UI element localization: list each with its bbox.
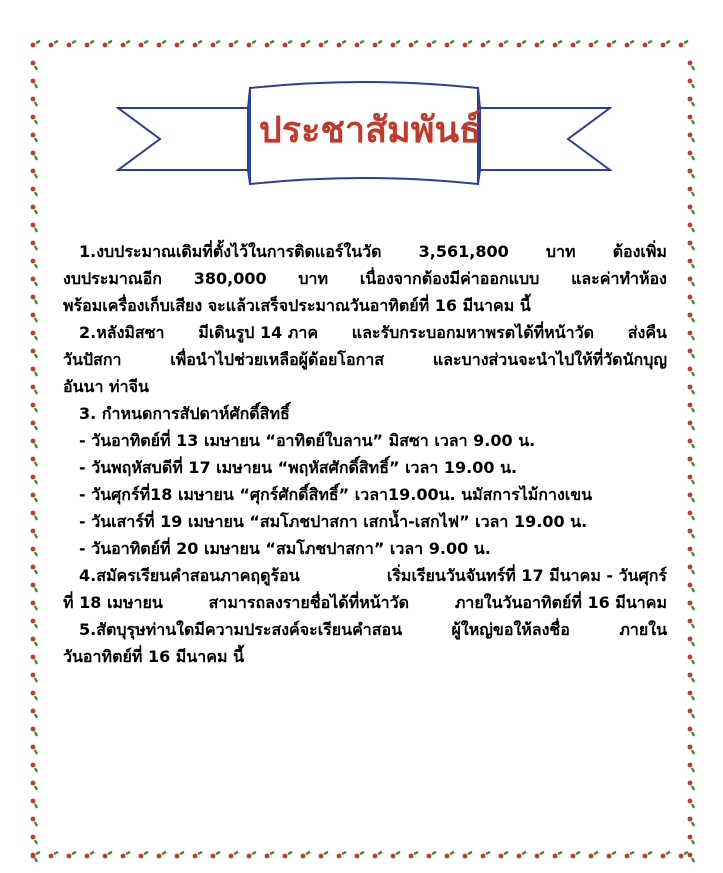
border-ornament	[688, 673, 696, 683]
line-segment: ที่ 18 เมษายน	[63, 593, 163, 612]
border-ornament	[688, 169, 696, 179]
border-ornament	[31, 763, 39, 773]
line-segment: ต้องเพิ่ม	[612, 242, 667, 261]
border-ornament	[688, 691, 696, 701]
border-ornament	[31, 583, 39, 593]
border-ornament	[688, 781, 696, 791]
border-ornament	[688, 601, 696, 611]
border-ornament	[463, 40, 473, 48]
line-segment: งบประมาณอีก	[63, 269, 162, 288]
border-ornament	[409, 851, 419, 859]
line-segment: 3,561,800	[418, 242, 509, 261]
border-ornament	[688, 655, 696, 665]
border-ornament	[265, 40, 275, 48]
border-ornament	[688, 547, 696, 557]
border-ornament	[229, 40, 239, 48]
border-ornament	[625, 851, 635, 859]
border-ornament	[571, 851, 581, 859]
announcement-line: พร้อมเครื่องเก็บเสียง จะแล้วเสร็จประมาณวันอาทิตย์ที่ 16 มีนาคม นี้	[63, 296, 531, 315]
announcement-line: - วันพฤหัสบดีที่ 17 เมษายน “พฤหัสศักดิ์สิทธิ์” เวลา 19.00 น.	[79, 458, 518, 477]
border-ornament	[373, 851, 383, 859]
border-ornament	[319, 851, 329, 859]
line-segment: 380,000	[193, 269, 267, 288]
page-title: ประชาสัมพันธ์	[258, 108, 482, 151]
border-ornament	[139, 40, 149, 48]
announcement-line	[63, 319, 667, 346]
line-segment: 5.สัตบุรุษท่านใดมีความประสงค์จะเรียนคำสอน	[79, 620, 403, 639]
border-ornament	[31, 277, 39, 287]
border-ornament	[175, 40, 185, 48]
border-ornament	[31, 799, 39, 809]
border-ornament	[337, 851, 347, 859]
border-ornament	[625, 40, 635, 48]
border-ornament	[688, 529, 696, 539]
border-ornament	[211, 851, 221, 859]
border-ornament	[31, 223, 39, 233]
border-ornament	[31, 439, 39, 449]
border-ornament	[688, 385, 696, 395]
line-segment: 4.สมัครเรียนคำสอนภาคฤดูร้อน	[79, 566, 300, 585]
announcement-line: - วันอาทิตย์ที่ 13 เมษายน “อาทิตย์ใบลาน” มิสซา เวลา 9.00 น.	[79, 431, 536, 450]
border-ornament	[31, 835, 39, 845]
border-ornament	[31, 403, 39, 413]
border-ornament	[31, 475, 39, 485]
line-segment: และค่าทำห้อง	[571, 269, 667, 288]
border-ornament	[31, 349, 39, 359]
border-ornament	[31, 781, 39, 791]
border-ornament	[265, 851, 275, 859]
border-ornament	[589, 40, 599, 48]
line-segment: เริ่มเรียนวันจันทร์ที่ 17 มีนาคม - วันศุกร์	[386, 566, 667, 585]
border-ornament	[49, 40, 59, 48]
announcement-line	[63, 238, 667, 265]
announcement-line: - วันศุกร์ที่18 เมษายน “ศุกร์ศักดิ์สิทธิ์” เวลา19.00น. นมัสการไม้กางเขน	[79, 485, 593, 504]
border-ornament	[688, 583, 696, 593]
line-segment: 1.งบประมาณเดิมที่ตั้งไว้ในการติดแอร์ในวัด	[79, 242, 382, 261]
announcement-item	[63, 400, 667, 562]
border-ornament	[553, 851, 563, 859]
border-ornament	[31, 709, 39, 719]
border-ornament	[31, 331, 39, 341]
border-ornament	[688, 349, 696, 359]
border-ornament	[688, 187, 696, 197]
border-ornament	[31, 97, 39, 107]
border-ornament	[688, 457, 696, 467]
announcement-item	[63, 238, 667, 319]
border-ornament	[688, 745, 696, 755]
border-ornament	[688, 313, 696, 323]
announcement-line: อันนา ท่าจีน	[63, 377, 149, 396]
border-ornament	[31, 313, 39, 323]
announcement-item	[63, 319, 667, 400]
border-ornament	[688, 295, 696, 305]
border-ornament	[688, 115, 696, 125]
line-segment: และบางส่วนจะนำไปให้ที่วัดนักบุญ	[432, 350, 667, 369]
border-ornament	[31, 79, 39, 89]
border-ornament	[688, 565, 696, 575]
border-ornament	[688, 853, 696, 863]
border-ornament	[607, 40, 617, 48]
border-ornament	[643, 40, 653, 48]
border-ornament	[688, 331, 696, 341]
border-ornament	[688, 223, 696, 233]
border-ornament	[31, 655, 39, 665]
border-ornament	[31, 529, 39, 539]
border-ornament	[607, 851, 617, 859]
border-ornament	[193, 40, 203, 48]
border-ornament	[229, 851, 239, 859]
border-ornament	[301, 40, 311, 48]
border-ornament	[319, 40, 329, 48]
border-ornament	[391, 851, 401, 859]
border-ornament	[688, 403, 696, 413]
border-ornament	[499, 851, 509, 859]
border-ornament	[517, 40, 527, 48]
border-ornament	[121, 851, 131, 859]
border-ornament	[355, 851, 365, 859]
border-ornament	[31, 601, 39, 611]
border-ornament	[31, 205, 39, 215]
announcement-line: วันอาทิตย์ที่ 16 มีนาคม นี้	[63, 647, 245, 666]
border-ornament	[31, 241, 39, 251]
border-ornament	[688, 493, 696, 503]
border-ornament	[31, 637, 39, 647]
announcement-line: 3. กำหนดการสัปดาห์ศักดิ์สิทธิ์	[79, 404, 290, 423]
announcement-item	[63, 616, 667, 670]
border-ornament	[391, 40, 401, 48]
line-segment: ผู้ใหญ่ขอให้ลงชื่อ	[451, 620, 570, 639]
border-ornament	[553, 40, 563, 48]
line-segment: บาท	[545, 242, 576, 261]
border-ornament	[445, 40, 455, 48]
border-ornament	[589, 851, 599, 859]
border-ornament	[661, 40, 671, 48]
border-ornament	[31, 565, 39, 575]
border-ornament	[211, 40, 221, 48]
border-ornament	[103, 851, 113, 859]
border-ornament	[481, 40, 491, 48]
border-ornament	[688, 97, 696, 107]
line-segment: 2.หลังมิสซา	[79, 323, 165, 342]
announcement-item	[63, 562, 667, 616]
border-ornament	[517, 851, 527, 859]
border-ornament	[31, 547, 39, 557]
border-ornament	[31, 61, 39, 71]
border-ornament	[688, 763, 696, 773]
border-ornament	[247, 40, 257, 48]
border-ornament	[409, 40, 419, 48]
border-ornament	[688, 835, 696, 845]
border-ornament	[31, 169, 39, 179]
border-ornament	[688, 619, 696, 629]
border-ornament	[31, 745, 39, 755]
border-ornament	[247, 851, 257, 859]
border-ornament	[301, 851, 311, 859]
border-ornament	[643, 851, 653, 859]
border-ornament	[31, 619, 39, 629]
border-ornament	[688, 79, 696, 89]
announcement-line: - วันเสาร์ที่ 19 เมษายน “สมโภชปาสกา เสกน้ำ-เสกไฟ” เวลา 19.00 น.	[79, 512, 588, 531]
border-ornament	[445, 851, 455, 859]
border-ornament	[31, 295, 39, 305]
border-ornament	[481, 851, 491, 859]
border-ornament	[535, 40, 545, 48]
border-ornament	[121, 40, 131, 48]
border-ornament	[571, 40, 581, 48]
border-ornament	[688, 205, 696, 215]
border-ornament	[31, 367, 39, 377]
line-segment: ภายใน	[619, 620, 667, 639]
border-ornament	[31, 385, 39, 395]
border-ornament	[193, 851, 203, 859]
border-ornament	[688, 727, 696, 737]
line-segment: ส่งคืน	[627, 323, 667, 342]
border-ornament	[49, 851, 59, 859]
border-ornament	[283, 851, 293, 859]
border-ornament	[31, 493, 39, 503]
border-ornament	[31, 259, 39, 269]
border-ornament	[688, 367, 696, 377]
border-ornament	[31, 133, 39, 143]
border-ornament	[688, 475, 696, 485]
border-ornament	[103, 40, 113, 48]
border-ornament	[688, 709, 696, 719]
border-ornament	[688, 817, 696, 827]
border-ornament	[157, 851, 167, 859]
line-segment: วันปัสกา	[63, 350, 122, 369]
border-ornament	[688, 511, 696, 521]
border-ornament	[85, 40, 95, 48]
border-ornament	[31, 151, 39, 161]
line-segment: สามารถลงรายชื่อได้ที่หน้าวัด	[208, 593, 410, 612]
border-ornament	[337, 40, 347, 48]
border-ornament	[679, 40, 689, 48]
announcement-line	[63, 589, 667, 616]
border-ornament	[688, 61, 696, 71]
border-ornament	[31, 421, 39, 431]
line-segment: เพื่อนำไปช่วยเหลือผู้ด้อยโอกาส	[170, 350, 385, 369]
border-ornament	[373, 40, 383, 48]
border-ornament	[355, 40, 365, 48]
border-ornament	[688, 241, 696, 251]
border-ornament	[31, 40, 41, 48]
border-ornament	[661, 851, 671, 859]
line-segment: และรับกระบอกมหาพรตได้ที่หน้าวัด	[351, 323, 594, 342]
border-ornament	[31, 817, 39, 827]
border-ornament	[463, 851, 473, 859]
border-ornament	[175, 851, 185, 859]
announcement-body	[63, 238, 667, 670]
announcement-line: - วันอาทิตย์ที่ 20 เมษายน “สมโภชปาสกา” เวลา 9.00 น.	[79, 539, 491, 558]
border-ornament	[688, 133, 696, 143]
border-ornament	[85, 851, 95, 859]
border-ornament	[427, 851, 437, 859]
border-ornament	[67, 851, 77, 859]
announcement-line	[63, 265, 667, 292]
line-segment: ภายในวันอาทิตย์ที่ 16 มีนาคม	[454, 593, 667, 612]
border-ornament	[427, 40, 437, 48]
announcement-line	[63, 616, 667, 643]
border-ornament	[688, 799, 696, 809]
border-ornament	[688, 637, 696, 647]
border-ornament	[31, 115, 39, 125]
line-segment: เนื่องจากต้องมีค่าออกแบบ	[359, 269, 540, 288]
border-ornament	[31, 727, 39, 737]
border-ornament	[688, 439, 696, 449]
border-ornament	[679, 851, 689, 859]
border-ornament	[31, 457, 39, 467]
border-ornament	[31, 691, 39, 701]
border-ornament	[688, 151, 696, 161]
border-ornament	[283, 40, 293, 48]
border-ornament	[139, 851, 149, 859]
border-ornament	[535, 851, 545, 859]
border-ornament	[67, 40, 77, 48]
announcement-line	[63, 346, 667, 373]
border-ornament	[31, 673, 39, 683]
border-ornament	[31, 187, 39, 197]
line-segment: มีเดินรูป 14 ภาค	[198, 323, 319, 342]
border-ornament	[31, 511, 39, 521]
border-ornament	[688, 421, 696, 431]
border-ornament	[688, 259, 696, 269]
border-ornament	[499, 40, 509, 48]
announcement-line	[63, 562, 667, 589]
border-ornament	[688, 277, 696, 287]
border-ornament	[157, 40, 167, 48]
line-segment: บาท	[298, 269, 329, 288]
